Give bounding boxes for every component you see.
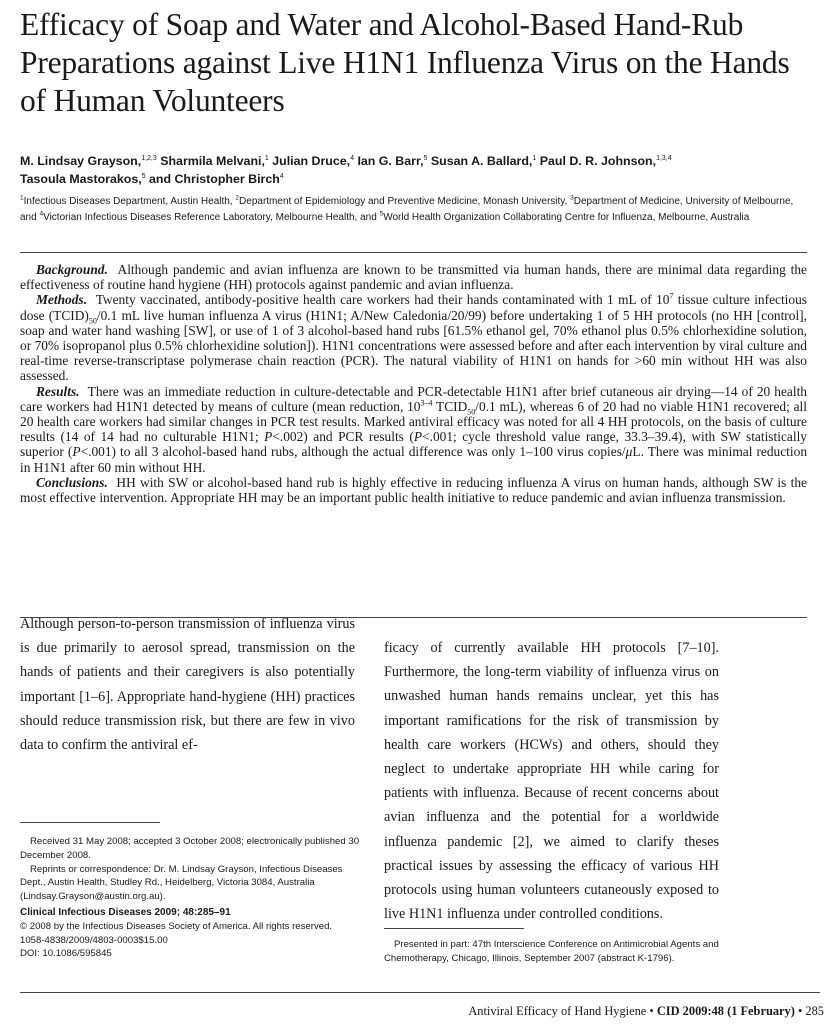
author: M. Lindsay Grayson,$^{1,2,3}$ [20,154,157,168]
abstract-top-rule [20,252,807,253]
author: Tasoula Mastorakos,$^5$ [20,172,146,186]
footer-rule [20,992,820,993]
body-column-right: ficacy of currently available HH protocols [7–10]. Furthermore, the long-term viability of influenza virus on unwashed human hands remains unclear, yet this has important ramifications for the risk of transmission by health care workers (HCWs) and others, should they neglect to undertake appropriate HH while caring for patients with influenza. Because of recent concerns about avian influenza and the potential for a worldwide influenza pandemic [2], we aimed to clarify theses practical issues by assessing the efficacy of various HH protocols using human volunteers cutaneously exposed to live H1N1 influenza under controlled conditions. [384,640,719,923]
abstract-background: Background. Although pandemic and avian influenza are known to be transmitted via human hands, there are minimal data regarding the effectiveness of routine hand hygiene (HH) protocols against pandemic and avian influenza. [20,262,807,293]
author: Paul D. R. Johnson,$^{1,3,4}$ [539,154,672,168]
page-footer: Antiviral Efficacy of Hand Hygiene • CID 2009:48 (1 February) • 285 [468,1004,824,1018]
author: Ian G. Barr,$^5$ [357,154,428,168]
journal-citation: Clinical Infectious Diseases 2009; 48:285–91 [20,906,231,918]
reprints-note: Reprints or correspondence: Dr. M. Lindsay Grayson, Infectious Diseases Dept., Austin Health, Studley Rd., Heidelberg, Victoria 3084, Australia (Lindsay.Grayson@austin.org.au). [20,863,343,903]
author: and Christopher Birch$^4$ [149,172,284,186]
abstract-methods: Methods. Twenty vaccinated, antibody-positive health care workers had their hands contaminated with 1 mL of $10^7$ tissue culture infectious dose $(TCID)_{50}/0.1$ mL live human influenza A virus (H1N1; A/New Caledonia/20/99) before undertaking 1 of 5 HH protocols (no HH [control], soap and water hand washing [SW], or use of 1 of 3 alcohol-based hand rubs [61.5% ethanol gel, 70% ethanol plus 0.5% chlorhexidine solution, or 70% isopropanol plus 0.5% chlorhexidine solution]). H1N1 concentrations were assessed before and after each intervention by viral culture and real-time reverse-transcriptase polymerase chain reaction (PCR). The natural viability of H1N1 on hands for >60 min without HH was also assessed. [20,291,807,384]
abstract-results: Results. There was an immediate reduction in culture-detectable and PCR-detectable H1N1 after brief cutaneous air drying—14 of 20 health care workers had H1N1 detected by means of culture (mean reduction, 10$^{3-4}$ $TCID_{50}/0.1$ mL), whereas 6 of 20 had no viable H1N1 recovered; all 20 health care workers had similar changes in PCR test results. Marked antiviral efficacy was noted for all 4 HH protocols, on the basis of culture results (14 of 14 had no culturable H1N1; P<.002) and PCR results (P<.001; cycle threshold value range, 33.3–39.4), with SW statistically superior (P<.001) to all 3 alcohol-based hand rubs, although the actual difference was only 1–100 virus copies/μL. There was minimal reduction in H1N1 after 60 min without HH. [20,383,808,475]
article-title: Efficacy of Soap and Water and Alcohol-Based Hand-Rub Preparations against Live H1N1 Influenza Virus on the Hands of Human Volunteers [20,7,790,118]
author: Julian Druce,$^4$ [272,154,354,168]
footnote-rule-right [384,928,524,929]
received-note: Received 31 May 2008; accepted 3 October 2008; electronically published 30 December 2008. [20,836,360,861]
abstract [20,262,807,505]
author: Susan A. Ballard,$^1$ [430,154,537,168]
footer-citation: CID 2009:48 (1 February) [656,1004,795,1018]
doi-note: DOI: 10.1086/595845 [20,948,112,960]
footnotes-left [20,835,365,961]
copyright-note: © 2008 by the Infectious Diseases Society of America. All rights reserved. [20,920,333,932]
abstract-conclusions: Conclusions. HH with SW or alcohol-based hand rub is highly effective in reducing influenza A virus on human hands, although SW is the most effective intervention. Appropriate HH may be an important public health initiative to reduce pandemic and avian influenza transmission. [20,474,807,506]
author: Sharmila Melvani,$^1$ [160,154,269,168]
footnote-rule-left [20,822,160,823]
issn-note: 1058-4838/2009/4803-0003$15.00 [20,934,168,946]
affiliations: $^1$Infectious Diseases Department, Austin Health, $^2$Department of Epidemiology and Preventive Medicine, Monash University, $^3$Department of Medicine, University of Melbourne, and $^4$Victorian Infectious Diseases Reference Laboratory, Melbourne Health, and $^5$World Health Organization Collaborating Centre for Influenza, Melbourne, Australia [20,194,794,223]
running-title: Antiviral Efficacy of Hand Hygiene [468,1004,647,1018]
author-list [20,152,810,188]
presented-note: Presented in part: 47th Interscience Conference on Antimicrobial Agents and Chemotherapy, Chicago, Illinois, September 2007 (abstract K-1796). [384,939,719,964]
page-number: 285 [805,1004,824,1018]
body-column-left: Although person-to-person transmission of influenza virus is due primarily to aerosol spread, transmission on the hands of patients and their caregivers is also potentially important [1–6]. Appropriate hand-hygiene (HH) practices should reduce transmission risk, but there are few in vivo data to confirm the antiviral ef- [20,616,355,754]
